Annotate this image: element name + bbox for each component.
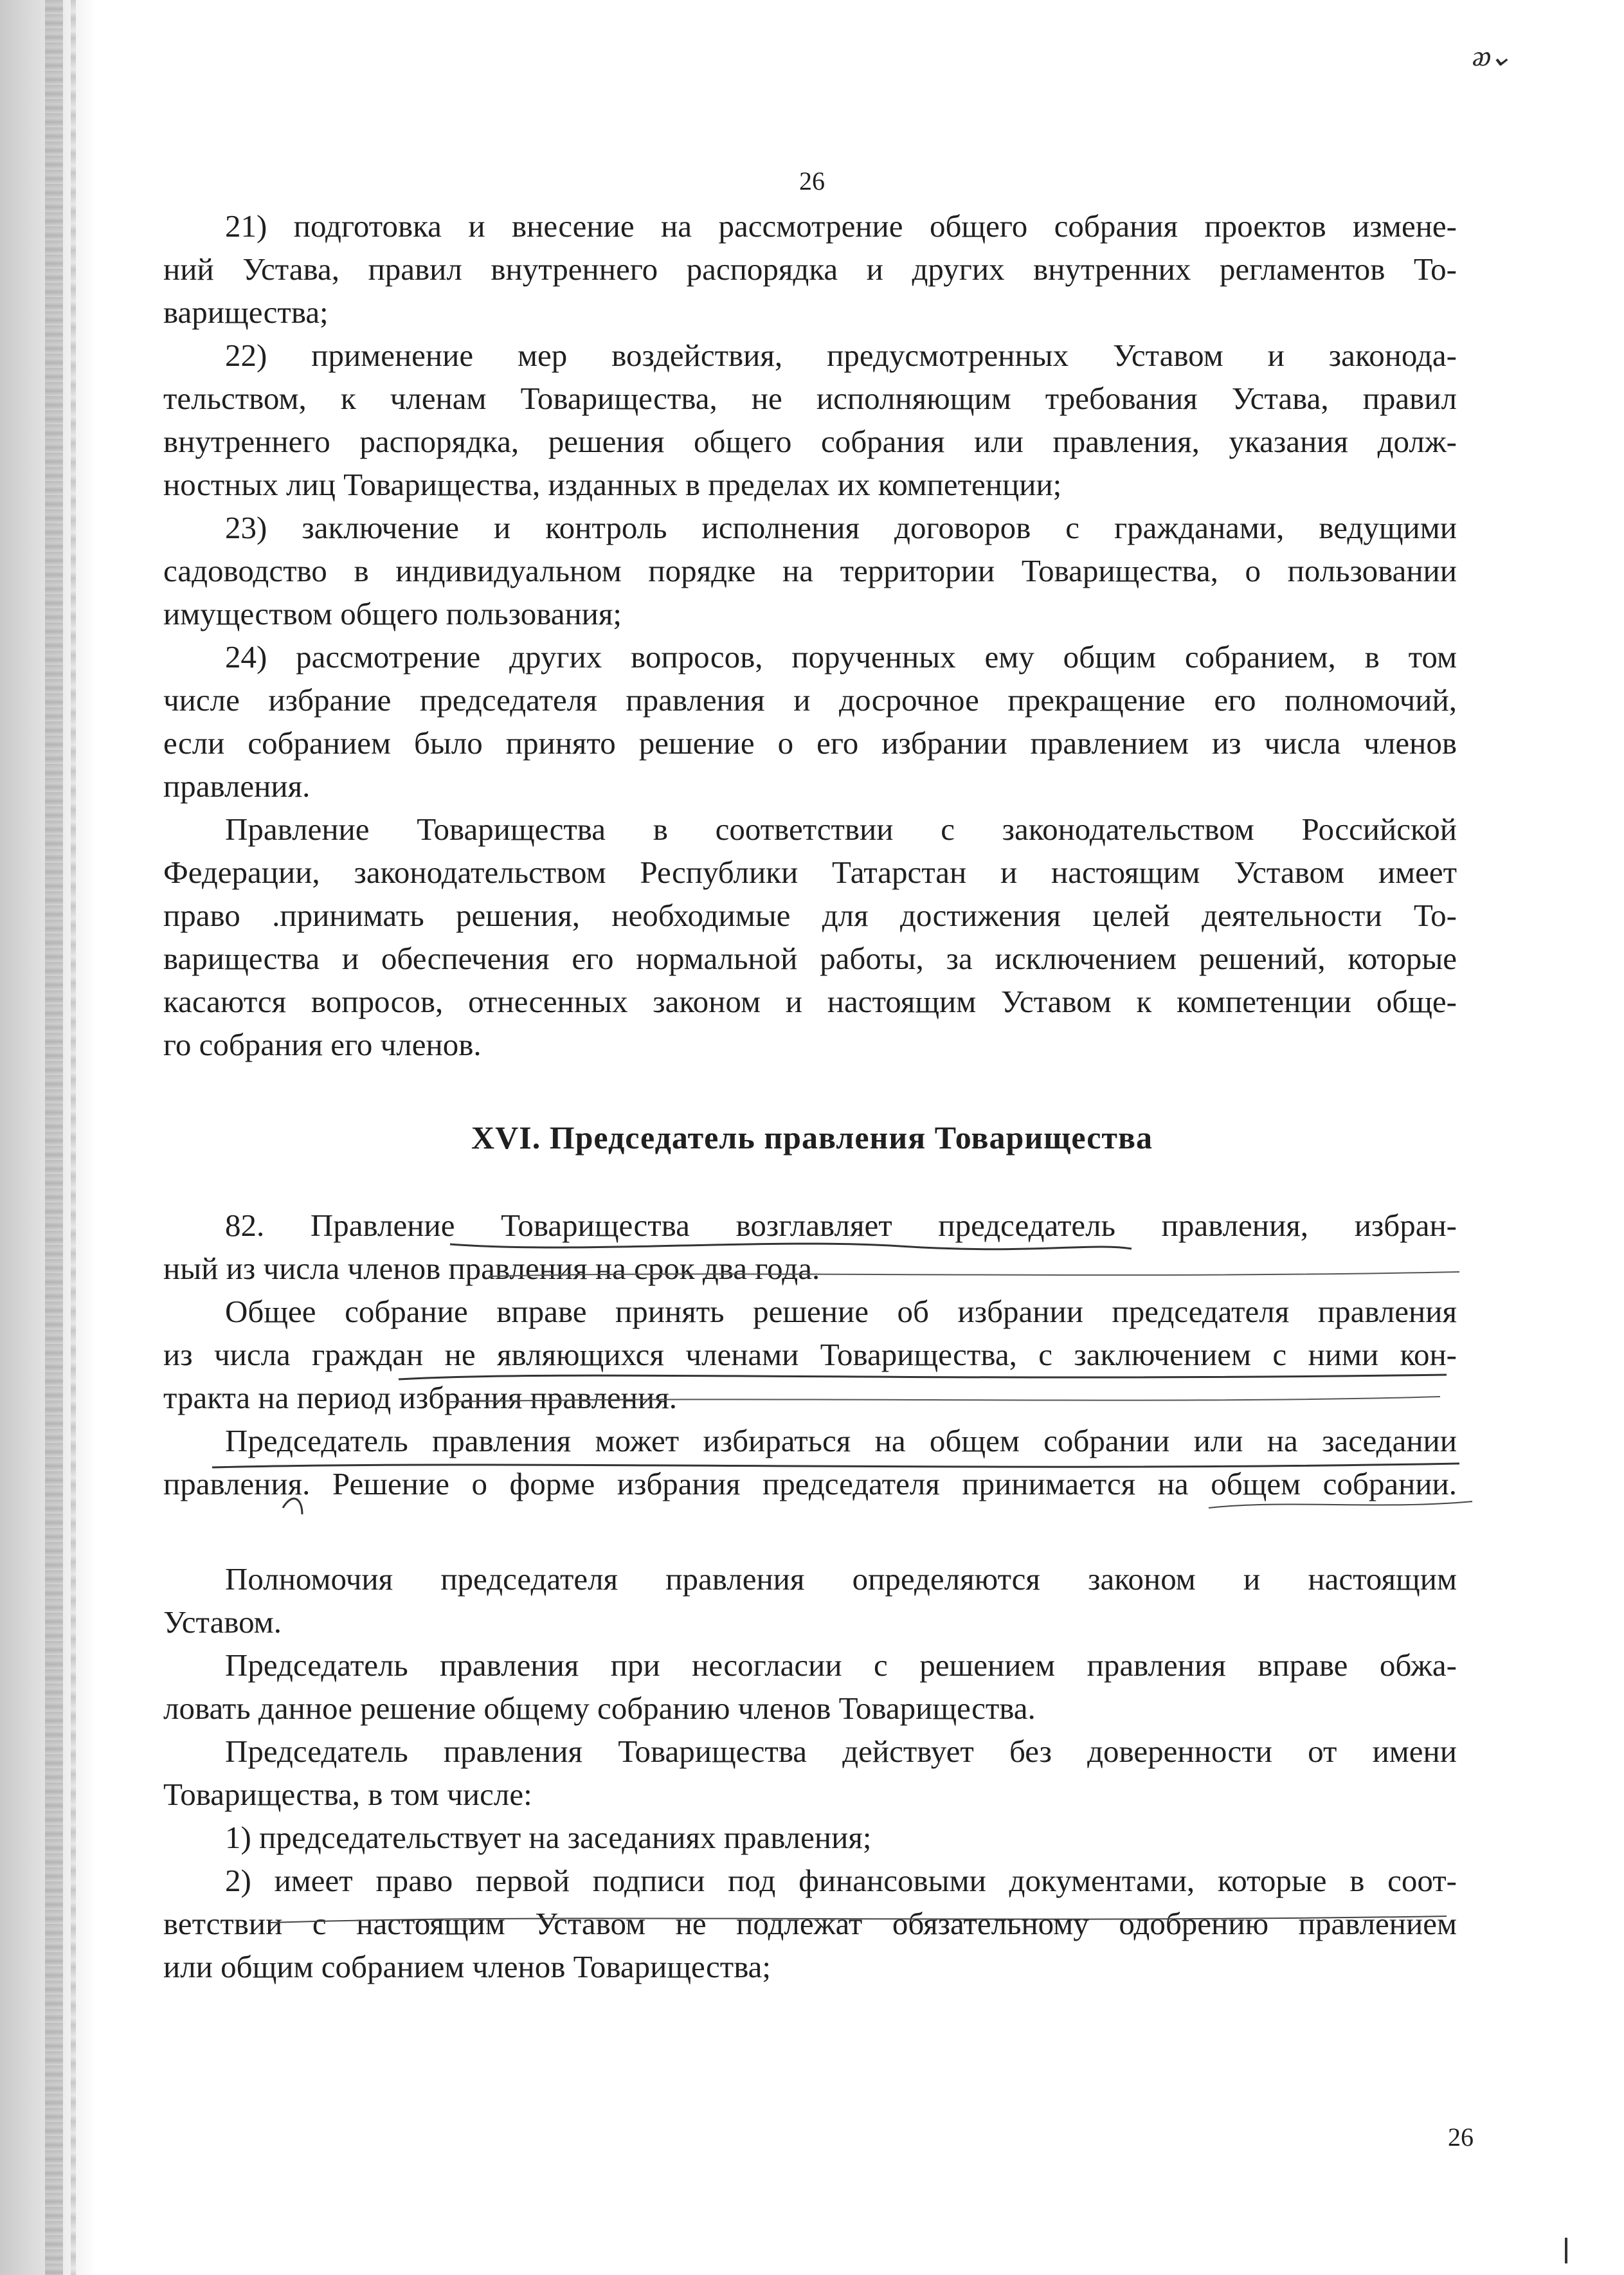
text-line: 24) рассмотрение других вопросов, порученных ему общим собранием, в том [225, 639, 1457, 675]
text-line: ловать данное решение общему собранию членов Товарищества. [163, 1690, 1036, 1726]
text-line: садоводство в индивидуальном порядке на территории Товарищества, о пользовании [163, 553, 1457, 588]
text-line: правления. Решение о форме избрания председателя принимается на общем собрании. [163, 1466, 1457, 1501]
text-line: касаются вопросов, отнесенных законом и настоящим Уставом к компетенции обще- [163, 984, 1457, 1019]
page-number-top: 26 [799, 167, 825, 195]
text-line: Председатель правления Товарищества действует без доверенности от имени [225, 1734, 1457, 1769]
text-line: варищества; [163, 295, 329, 330]
text-line: числе избрание председателя правления и досрочное прекращение его полномочий, [163, 682, 1457, 718]
text-line: варищества и обеспечения его нормальной работы, за исключением решений, которые [163, 941, 1457, 976]
text-line: ветствии с настоящим Уставом не подлежат обязательному одобрению правлением [163, 1906, 1457, 1941]
text-line: 2) имеет право первой подписи под финансовыми документами, которые в соот- [225, 1863, 1457, 1898]
text-line: Уставом. [163, 1604, 282, 1640]
text-line: Правление Товарищества в соответствии с законодательством Российской [225, 811, 1457, 847]
text-line: 22) применение мер воздействия, предусмотренных Уставом и законода- [225, 338, 1457, 373]
section-heading: XVI. Председатель правления Товарищества [471, 1119, 1153, 1156]
text-line: правления. [163, 768, 311, 804]
text-line: 21) подготовка и внесение на рассмотрение общего собрания проектов измене- [225, 208, 1457, 244]
text-line: имуществом общего пользования; [163, 596, 622, 631]
text-block-chairman-powers [163, 1557, 1457, 1988]
text-block-board-duties [163, 204, 1457, 1066]
text-line: 1) председательствует на заседаниях правления; [225, 1820, 872, 1855]
text-line: 23) заключение и контроль исполнения договоров с гражданами, ведущими [225, 510, 1457, 545]
text-block-chairman-election [163, 1204, 1457, 1505]
handwritten-corner-mark: ᴂ⌄ [1472, 41, 1510, 72]
text-line: право .принимать решения, необходимые для достижения целей деятельности То- [163, 898, 1457, 933]
text-line: го собрания его членов. [163, 1027, 482, 1062]
page-number-bottom: 26 [1448, 2123, 1474, 2152]
text-line: ностных лиц Товарищества, изданных в пределах их компетенции; [163, 467, 1062, 502]
text-line: Общее собрание вправе принять решение об избрании председателя правления [225, 1294, 1457, 1329]
text-line: тельством, к членам Товарищества, не исполняющим требования Устава, правил [163, 381, 1457, 416]
text-line: Федерации, законодательством Республики Татарстан и настоящим Уставом имеет [163, 855, 1457, 890]
text-line: внутреннего распорядка, решения общего собрания или правления, указания долж- [163, 424, 1457, 459]
scan-artifact-mark [1565, 2238, 1567, 2263]
text-line: Председатель правления может избираться на общем собрании или на заседании [225, 1423, 1457, 1458]
text-line: если собранием было принято решение о его избрании правлением из числа членов [163, 725, 1457, 761]
text-line: 82. Правление Товарищества возглавляет председатель правления, избран- [225, 1208, 1457, 1243]
text-line: ный из числа членов правления на срок два года. [163, 1251, 820, 1286]
text-line: Товарищества, в том числе: [163, 1777, 532, 1812]
text-line: Председатель правления при несогласии с решением правления вправе обжа- [225, 1647, 1457, 1683]
text-line: из числа граждан не являющихся членами Товарищества, с заключением с ними кон- [163, 1337, 1457, 1372]
text-line: или общим собранием членов Товарищества; [163, 1949, 771, 1984]
text-line: Полномочия председателя правления определяются законом и настоящим [225, 1561, 1457, 1597]
text-line: тракта на период избрания правления. [163, 1380, 678, 1415]
text-line: ний Устава, правил внутреннего распорядка и других внутренних регламентов То- [163, 251, 1457, 287]
